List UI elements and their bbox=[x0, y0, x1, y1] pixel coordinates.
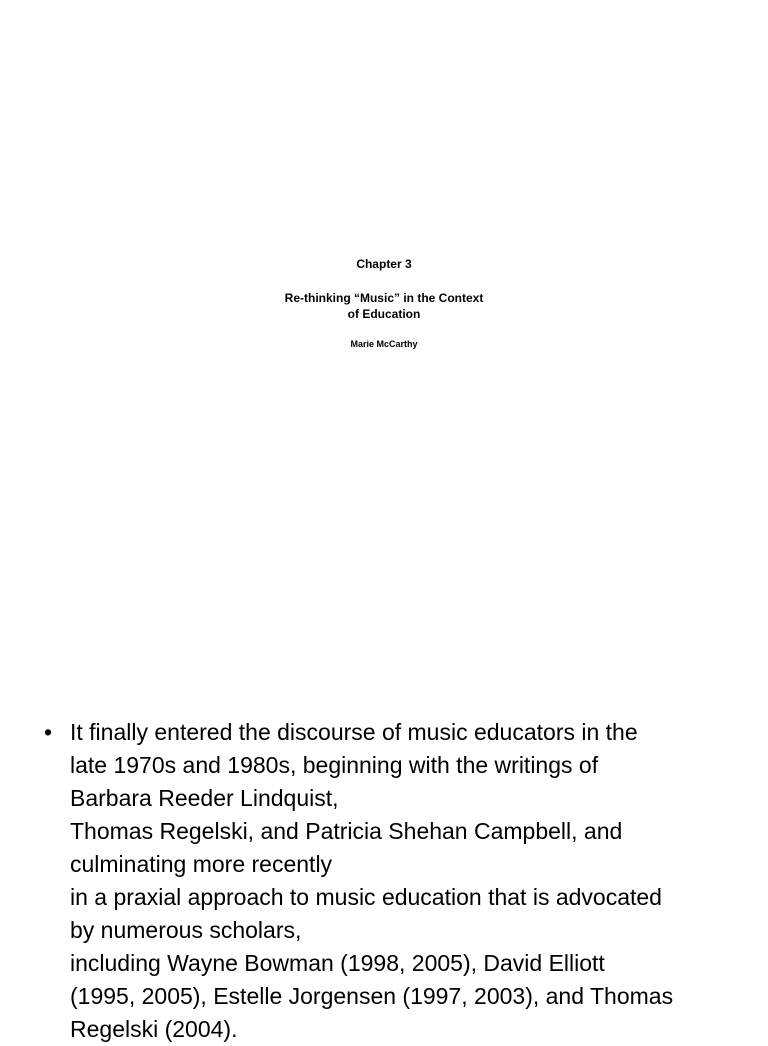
bullet-line-4: Thomas Regelski, and Patricia Shehan Campbell, and bbox=[70, 818, 623, 844]
content-slide bbox=[0, 576, 768, 1042]
bullet-line-6: in a praxial approach to music education that is advocated bbox=[70, 884, 662, 910]
bullet-point-icon: • bbox=[44, 719, 53, 745]
chapter-label: Chapter 3 bbox=[356, 257, 412, 271]
chapter-title bbox=[274, 290, 494, 322]
chapter-title-line-1: Re-thinking “Music” in the Context bbox=[284, 291, 484, 305]
bullet-line-7: by numerous scholars, bbox=[70, 917, 302, 943]
bullet-line-9: (1995, 2005), Estelle Jorgensen (1997, 2003), and Thomas bbox=[70, 983, 674, 1009]
bullet-list bbox=[40, 716, 730, 1046]
bullet-line-10: Regelski (2004). bbox=[70, 1016, 238, 1042]
bullet-item bbox=[40, 716, 730, 1046]
bullet-line-3: Barbara Reeder Lindquist, bbox=[70, 785, 339, 811]
bullet-line-2: late 1970s and 1980s, beginning with the writings of bbox=[70, 752, 599, 778]
author-name: Marie McCarthy bbox=[350, 339, 418, 349]
chapter-title-line-2: of Education bbox=[347, 307, 421, 321]
title-block bbox=[0, 256, 768, 350]
bullet-line-1: It finally entered the discourse of music educators in the bbox=[70, 719, 638, 745]
bullet-line-8: including Wayne Bowman (1998, 2005), David Elliott bbox=[70, 950, 605, 976]
bullet-line-5: culminating more recently bbox=[70, 851, 333, 877]
